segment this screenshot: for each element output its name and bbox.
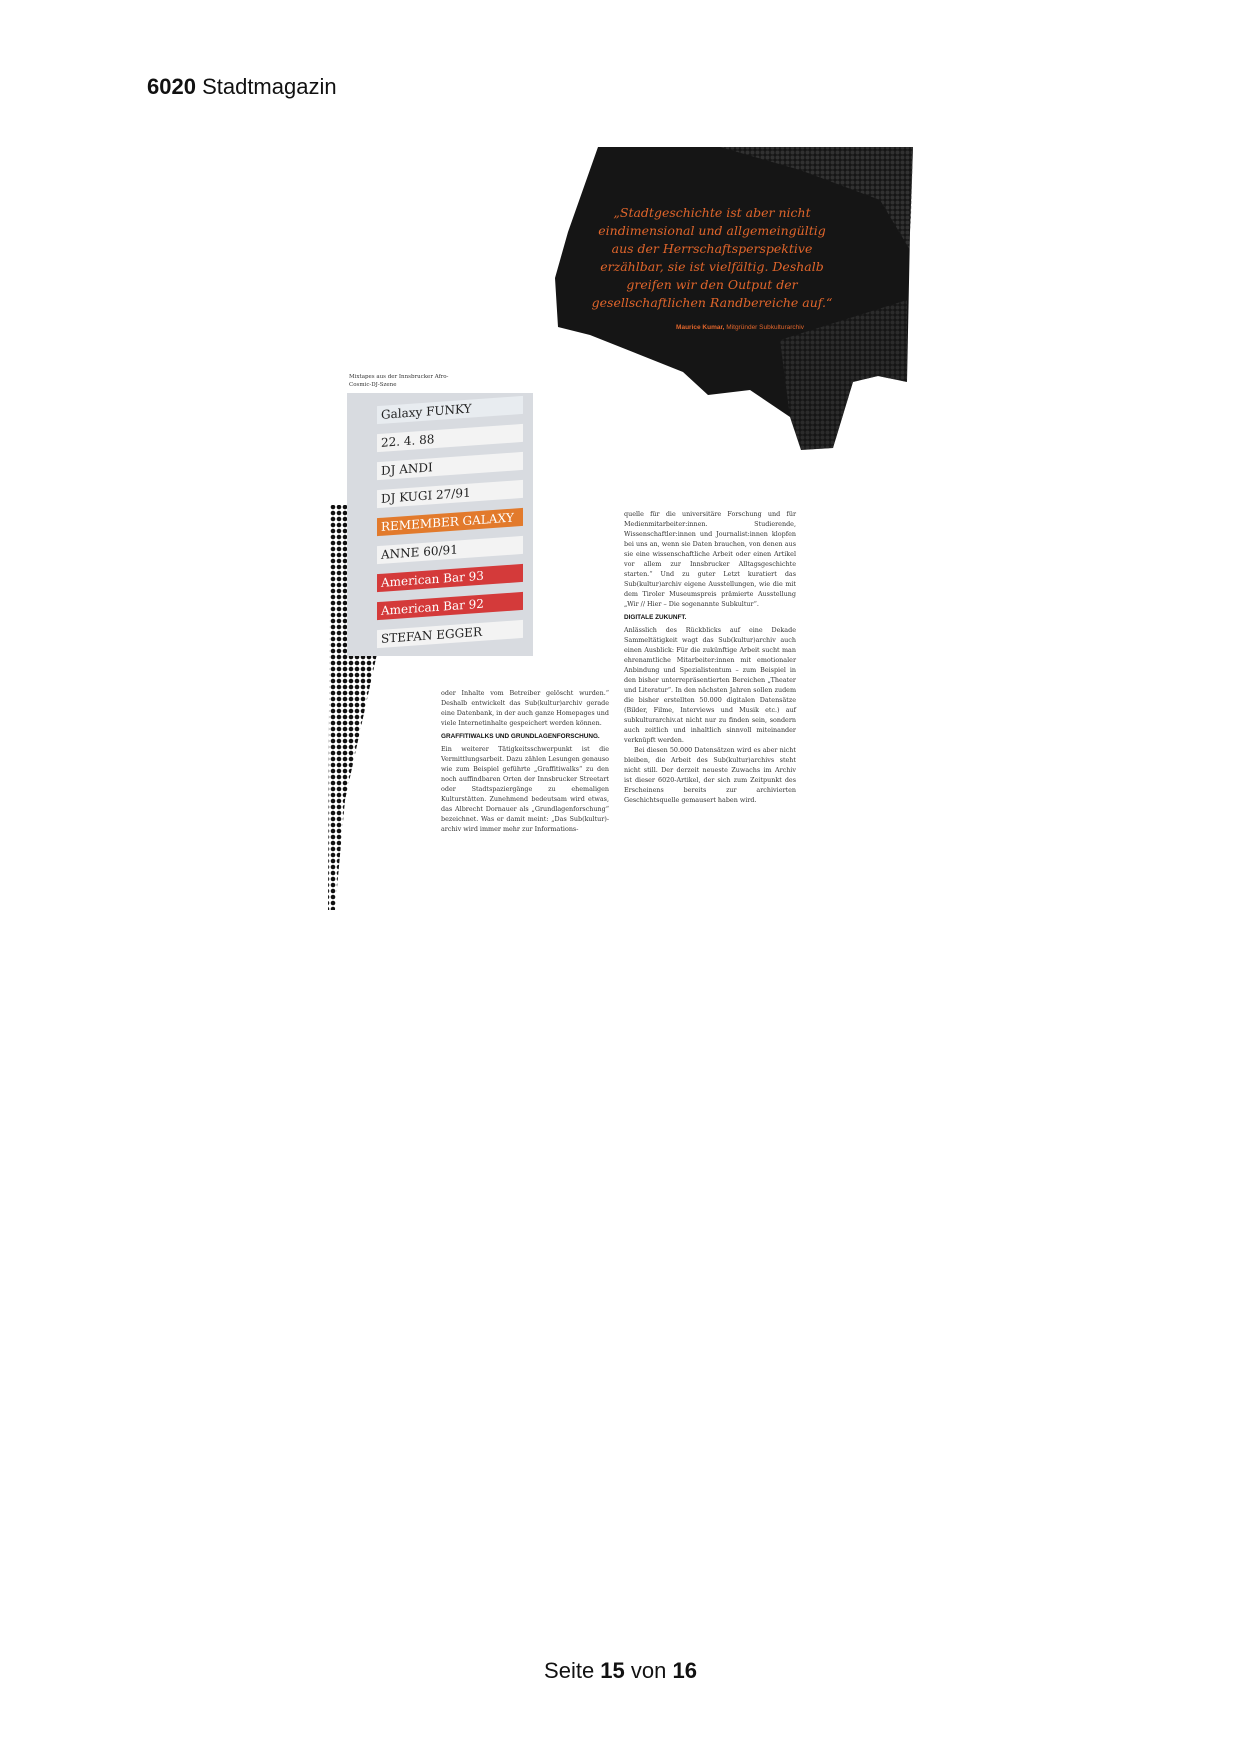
article-column-2 — [624, 509, 796, 805]
mixtape-label: STEFAN EGGER — [377, 620, 523, 648]
quote-author-name: Maurice Kumar, — [676, 324, 725, 331]
quote-text: „Stadtgeschichte ist aber nicht eindimensional und allgemeingültig aus der Herrschaftsperspektive erzählbar, sie ist vielfältig. Deshalb greifen wir den Output der gesellschaftlichen Randbereiche auf.“ — [591, 205, 833, 310]
photo-caption: Mixtapes aus der Innsbrucker Afro-Cosmic-DJ-Szene — [349, 374, 449, 388]
mixtape-label: ANNE 60/91 — [377, 536, 523, 564]
mixtape-label: 22. 4. 88 — [377, 424, 523, 452]
mixtape-photo — [347, 393, 533, 656]
footer-prefix: Seite — [544, 1658, 601, 1683]
paragraph: Bei diesen 50.000 Datensätzen wird es aber nicht bleiben, die Arbeit des Sub(kultur)archivs steht nicht still. Der derzeit neueste Zuwachs im Archiv ist dieser 6020-Artikel, der sich zum Zeitpunkt des Erscheinens bereits zur archivierten Geschichtsquelle gemausert haben wird. — [624, 746, 796, 804]
paragraph: quelle für die universitäre Forschung und für Medienmitarbeiter:innen. Studierende, Wissenschaftler:innen und Journalist:innen klopfen bei uns an, wenn sie Daten brauchen, von denen aus sie eine wissenschaftliche Arbeit oder einen Artikel vor allem zur Innsbrucker Alltagsgeschichte starten.“ Und zu guter Letzt kuratiert das Sub(kultur)archiv eigene Ausstellungen, wie die mit dem Tiroler Museumspreis prämierte Ausstellung „Wir // Hier – Die sogenannte Subkultur“. — [624, 510, 796, 608]
mixtape-label: American Bar 92 — [377, 592, 523, 620]
section-heading: DIGITALE ZUKUNFT. — [624, 614, 687, 621]
total-pages: 16 — [672, 1658, 697, 1683]
mixtape-label: Galaxy FUNKY — [377, 396, 523, 424]
quote-author-role: Mitgründer Subkulturarchiv — [724, 324, 804, 331]
page-footer — [0, 1658, 1241, 1684]
mixtape-label: DJ ANDI — [377, 452, 523, 480]
header-title: Stadtmagazin — [195, 74, 337, 99]
paragraph: Ein weiterer Tätigkeitsschwerpunkt ist die Vermittlungsarbeit. Dazu zählen Lesungen genauso wie zum Beispiel geführte „Graffitiwalks“ zu den noch auffindbaren Orten der Innsbrucker Streetart oder Stadtspaziergänge zu ehemaligen Kulturstätten. Zunehmend bedeutsam wird etwas, das Albrecht Dornauer als „Grundlagenforschung“ bezeichnet. Was er damit meint: „Das Sub(kultur)-archiv wird immer mehr zur Informations- — [441, 745, 609, 833]
mixtape-label: American Bar 93 — [377, 564, 523, 592]
pull-quote — [535, 146, 915, 456]
header-number: 6020 — [147, 74, 196, 99]
quote-author — [625, 324, 855, 331]
mixtape-label: REMEMBER GALAXY — [377, 508, 523, 536]
current-page: 15 — [600, 1658, 625, 1683]
footer-middle: von — [624, 1658, 673, 1683]
paragraph: Anlässlich des Rückblicks auf eine Dekade Sammeltätigkeit wagt das Sub(kultur)archiv auch einen Ausblick: Für die zukünftige Arbeit sucht man ehrenamtliche Mitarbeiter:innen mit emotionaler Anbindung und Spezialistentum – zum Beispiel in den bisher unterrepräsentierten Bereichen „Theater und Literatur“. In den nächsten Jahren sollen zudem die bisher erstellten 50.000 digitalen Datensätze (Bilder, Filme, Interviews und Musik etc.) auf subkulturarchiv.at nicht nur zu finden sein, sondern auch zeitlich und inhaltlich sinnvoll miteinander verknüpft werden. — [624, 626, 796, 744]
paragraph: oder Inhalte vom Betreiber gelöscht wurden.“ Deshalb entwickelt das Sub(kultur)archiv gerade eine Datenbank, in der auch ganze Homepages und viele Internetinhalte gespeichert werden können. — [441, 689, 609, 727]
article-column-1 — [441, 688, 609, 834]
mixtape-label: DJ KUGI 27/91 — [377, 480, 523, 508]
section-heading: GRAFFITIWALKS UND GRUNDLAGENFORSCHUNG. — [441, 733, 600, 740]
